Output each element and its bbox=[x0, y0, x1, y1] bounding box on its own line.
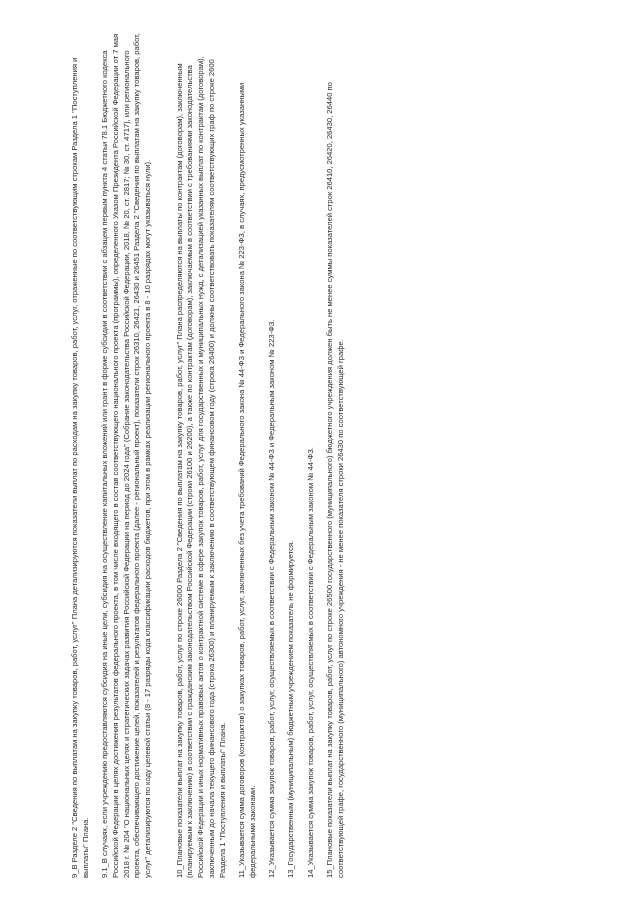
paragraph-9-1: 9.1_В случаях, если учреждению предоставляются субсидия на иные цели, субсидия на осуществление капитальных вложений или грант в форме субсидии в соответствии с абзацем первым пункта 4 статьи 78.1 Бюджетного кодекса Российской Федерации в целях достижения результатов федерального проекта, в том числе входящего в состав соответствующего национального проекта (программы), определенного Указом Президента Российской Федерации от 7 мая 2018 г. № 204 "О национальных целях и стратегических задачах развития Российской Федерации на период до 2024 года" (Собрание законодательства Российской Федерации, 2018, № 20, ст. 2817; № 30, ст. 4717), или регионального проекта, обеспечивающего достижение целей, показателей и результатов федерального проекта (далее - региональный проект), показатели строк 26310, 26421, 26430 и 26451 Раздела 2 "Сведения по выплатам на закупку товаров, работ, услуг" детализируются по коду целевой статьи (8 - 17 разряды кода классификации расходов бюджетов, при этом в рамках реализации регионального проекта в 8 - 10 разрядах могут указываться нули). bbox=[100, 33, 153, 878]
spacer bbox=[163, 28, 175, 878]
paragraph-13: 13_Государственным (муниципальным) бюджетным учреждением показатель не формируется. bbox=[286, 540, 296, 878]
paragraph-10: 10_Плановые показатели выплат на закупку товаров, работ, услуг по строке 26000 Раздела 2 "Сведения по выплатам на закупку товаров, работ, услуг" Плана распределяются на выплаты по контрактам (договорам), заключенным (планируемым к заключению) в соответствии с гражданским законодательством Российской Федерации (строки 26100 и 26200), а также по контрактам (договорам), заключаемым в соответствии с требованиями законодательства Российской Федерации и иных нормативных правовых актов о контрактной системе в сфере закупок товаров, работ, услуг для государственных и муниципальных нужд, с детализацией указанных выплат по контрактам (договорам), заключенным до начала текущего финансового года (строка 26300) и планируемым к заключению в соответствующем финансовом году (строка 26400) и должны соответствовать показателям соответствующих граф по строке 2600 Раздела 1 "Поступления и выплаты" Плана. bbox=[174, 56, 227, 878]
paragraph-12: 12_Указывается сумма закупок товаров, работ, услуг, осуществляемых в соответствии с Федеральным законом № 44-ФЗ и Федеральным законом № 223-ФЗ. bbox=[267, 319, 277, 878]
paragraph-14: 14_Указывается сумма закупок товаров, работ, услуг, осуществляемых в соответствии с Федеральным законом № 44-ФЗ. bbox=[305, 447, 315, 878]
paragraph-15: 15_Плановые показатели выплат на закупку товаров, работ, услуг по строке 26500 государственного (муниципального) бюджетного учреждения должен быть не менее суммы показателей строк 26410, 26420, 26430, 26440 по соответствующей графе, государственного (муниципального) автономного учреждения - не менее показателя строки 26430 по соответствующей графе. bbox=[325, 82, 345, 878]
rotated-text-block bbox=[70, 28, 355, 878]
paragraph-9: 9_В Разделе 2 "Сведения по выплатам на закупку товаров, работ, услуг" Плана детализируются показатели выплат по расходам на закупку товаров, работ, услуг, отраженные по соответствующим строкам Раздела 1 "Поступления и выплаты" Плана. bbox=[70, 57, 90, 878]
paragraph-11: 11_Указывается сумма договоров (контрактов) о закупках товаров, работ, услуг, заключенных без учета требований Федерального закона № 44-ФЗ и Федерального закона № 223-ФЗ, в случаях, предусмотренных указанными федеральными законами. bbox=[237, 82, 257, 878]
